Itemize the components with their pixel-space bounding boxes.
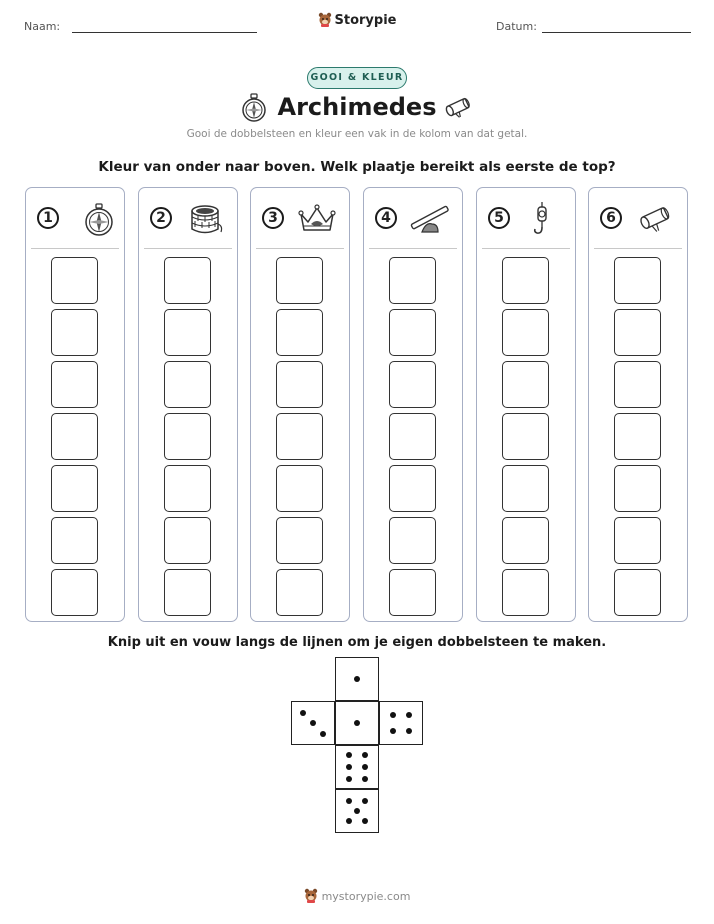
color-cell[interactable]: [614, 517, 661, 564]
column-6: [588, 187, 688, 622]
column-number: 4: [375, 207, 397, 229]
color-cell[interactable]: [164, 257, 211, 304]
color-cell[interactable]: [51, 309, 98, 356]
color-cell[interactable]: [502, 569, 549, 616]
color-cell[interactable]: [164, 413, 211, 460]
color-cell[interactable]: [164, 517, 211, 564]
date-line[interactable]: [542, 32, 691, 33]
activity-badge: GOOI & KLEUR: [307, 67, 407, 89]
footer-url: mystorypie.com: [321, 890, 411, 903]
page-subtitle: Gooi de dobbelsteen en kleur een vak in de kolom van dat getal.: [186, 128, 528, 140]
dice-pip: [346, 818, 352, 824]
color-cell[interactable]: [389, 309, 436, 356]
color-cell[interactable]: [502, 517, 549, 564]
color-cell[interactable]: [51, 517, 98, 564]
pulley-icon: [521, 202, 565, 238]
footer: [0, 888, 714, 906]
date-label: Datum:: [496, 20, 537, 33]
crown-icon: [295, 202, 339, 238]
dice-pip: [362, 798, 368, 804]
column-divider: [144, 248, 232, 249]
color-cell[interactable]: [614, 413, 661, 460]
color-cell[interactable]: [51, 569, 98, 616]
color-cell[interactable]: [502, 309, 549, 356]
color-cell[interactable]: [614, 465, 661, 512]
color-cell[interactable]: [164, 465, 211, 512]
dice-pip: [346, 798, 352, 804]
column-number: 1: [37, 207, 59, 229]
column-divider: [256, 248, 344, 249]
color-cell[interactable]: [502, 413, 549, 460]
dice-pip: [406, 712, 412, 718]
color-cell[interactable]: [389, 361, 436, 408]
column-divider: [482, 248, 570, 249]
dice-pip: [300, 710, 306, 716]
dice-pip: [390, 728, 396, 734]
column-number: 5: [488, 207, 510, 229]
dice-pip: [362, 764, 368, 770]
color-cell[interactable]: [614, 569, 661, 616]
dice-face-5: [335, 789, 379, 833]
column-number: 6: [600, 207, 622, 229]
column-divider: [31, 248, 119, 249]
color-cell[interactable]: [276, 465, 323, 512]
column-5: [476, 187, 576, 622]
color-cell[interactable]: [502, 361, 549, 408]
dice-pip: [362, 776, 368, 782]
color-cell[interactable]: [51, 361, 98, 408]
page-title: Archimedes: [277, 93, 437, 121]
dice-pip: [310, 720, 316, 726]
name-line[interactable]: [72, 32, 257, 33]
bear-icon: [304, 888, 318, 906]
compass-icon: [70, 202, 114, 238]
color-cell[interactable]: [51, 465, 98, 512]
color-cell[interactable]: [614, 257, 661, 304]
color-cell[interactable]: [164, 309, 211, 356]
dice-instruction: Knip uit en vouw langs de lijnen om je eigen dobbelsteen te maken.: [107, 635, 607, 650]
dice-face-1: [335, 657, 379, 701]
column-3: [250, 187, 350, 622]
lever-icon: [408, 202, 452, 238]
color-cell[interactable]: [276, 413, 323, 460]
color-cell[interactable]: [164, 361, 211, 408]
dice-pip: [354, 720, 360, 726]
color-cell[interactable]: [389, 517, 436, 564]
scroll-icon: [633, 202, 677, 238]
column-4: [363, 187, 463, 622]
color-cell[interactable]: [389, 257, 436, 304]
color-cell[interactable]: [502, 465, 549, 512]
color-cell[interactable]: [276, 361, 323, 408]
scroll-icon: [443, 96, 473, 118]
dice-face-1: [335, 701, 379, 745]
dice-pip: [390, 712, 396, 718]
color-cell[interactable]: [276, 257, 323, 304]
color-cell[interactable]: [276, 517, 323, 564]
color-cell[interactable]: [389, 569, 436, 616]
column-divider: [594, 248, 682, 249]
bear-icon: [318, 12, 332, 31]
column-divider: [369, 248, 457, 249]
game-instruction: Kleur van onder naar boven. Welk plaatje bereikt als eerste de top?: [98, 159, 616, 175]
dice-face-6: [335, 745, 379, 789]
color-cell[interactable]: [164, 569, 211, 616]
brand-name: Storypie: [334, 13, 397, 28]
color-cell[interactable]: [389, 465, 436, 512]
dice-pip: [354, 808, 360, 814]
name-label: Naam:: [24, 20, 61, 33]
dice-pip: [346, 752, 352, 758]
color-cell[interactable]: [502, 257, 549, 304]
column-2: [138, 187, 238, 622]
color-cell[interactable]: [389, 413, 436, 460]
dice-face-4: [379, 701, 423, 745]
dice-pip: [346, 776, 352, 782]
color-cell[interactable]: [51, 413, 98, 460]
well-icon: [183, 202, 227, 238]
column-number: 2: [150, 207, 172, 229]
brand-logo: [0, 12, 714, 31]
dice-pip: [362, 752, 368, 758]
dice-pip: [354, 676, 360, 682]
dice-pip: [362, 818, 368, 824]
column-1: [25, 187, 125, 622]
dice-pip: [320, 731, 326, 737]
column-number: 3: [262, 207, 284, 229]
color-cell[interactable]: [614, 361, 661, 408]
color-cell[interactable]: [276, 309, 323, 356]
color-cell[interactable]: [51, 257, 98, 304]
dice-face-3: [291, 701, 335, 745]
color-cell[interactable]: [614, 309, 661, 356]
dice-pip: [406, 728, 412, 734]
color-cell[interactable]: [276, 569, 323, 616]
dice-pip: [346, 764, 352, 770]
